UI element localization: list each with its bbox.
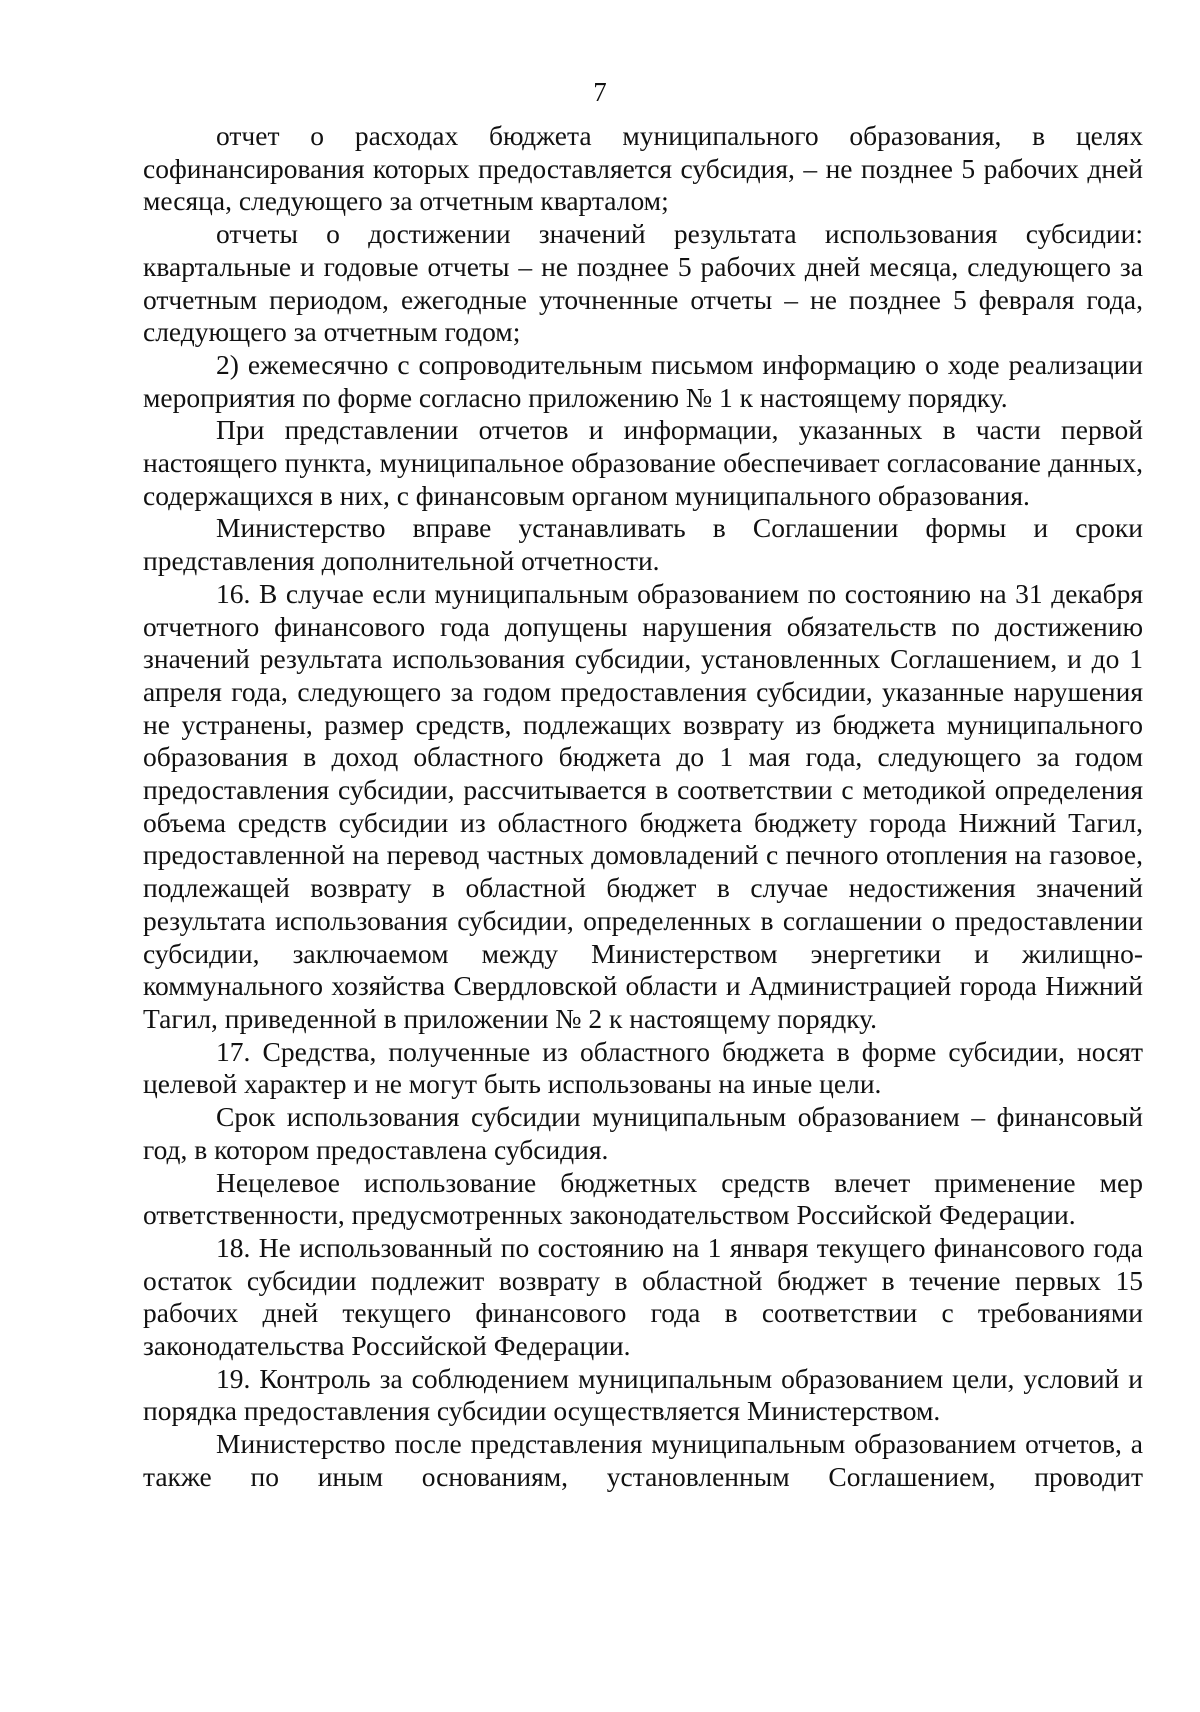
paragraph-data-agreement: При представлении отчетов и информации, указанных в части первой настоящего пункта, муниципальное образование обеспечивает согласование данных, содержащихся в них, с финансовым органом муниципального образования. [143,414,1143,511]
paragraph-monthly-information: 2) ежемесячно с сопроводительным письмом информацию о ходе реализации мероприятия по форме согласно приложению № 1 к настоящему порядку. [143,348,1143,413]
paragraph-expense-report: отчет о расходах бюджета муниципального образования, в целях софинансирования которых предоставляется субсидия, – не позднее 5 рабочих дней месяца, следующего за отчетным кварталом; [143,120,1143,217]
paragraph-ministry-inspection: Министерство после представления муниципальным образованием отчетов, а также по иным основаниям, установленным Соглашением, проводит [143,1428,1143,1492]
paragraph-item-17: 17. Средства, полученные из областного бюджета в форме субсидии, носят целевой характер и не могут быть использованы на иные цели. [143,1035,1143,1100]
page-number: 7 [593,77,607,107]
paragraph-item-18: 18. Не использованный по состоянию на 1 января текущего финансового года остаток субсидии подлежит возврату в областной бюджет в течение первых 15 рабочих дней текущего финансового года в соответствии с требованиями законодательства Российской Федерации. [143,1231,1143,1362]
document-body [143,120,1143,1494]
paragraph-result-reports: отчеты о достижении значений результата использования субсидии: квартальные и годовые отчеты – не позднее 5 рабочих дней месяца, следующего за отчетным периодом, ежегодные уточненные отчеты – не позднее 5 февраля года, следующего за отчетным годом; [143,218,1143,348]
paragraph-additional-reporting: Министерство вправе устанавливать в Соглашении формы и сроки представления дополнительной отчетности. [143,512,1143,577]
paragraph-usage-period: Срок использования субсидии муниципальным образованием – финансовый год, в котором предоставлена субсидия. [143,1101,1143,1165]
paragraph-item-19: 19. Контроль за соблюдением муниципальным образованием цели, условий и порядка предоставления субсидии осуществляется Министерством. [143,1362,1143,1427]
paragraph-misuse-responsibility: Нецелевое использование бюджетных средств влечет применение мер ответственности, предусмотренных законодательством Российской Федерации. [143,1166,1143,1231]
paragraph-item-16: 16. В случае если муниципальным образованием по состоянию на 31 декабря отчетного финансового года допущены нарушения обязательств по достижению значений результата использования субсидии, установленных Соглашением, и до 1 апреля года, следующего за годом предоставления субсидии, указанные нарушения не устранены, размер средств, подлежащих возврату из бюджета муниципального образования в доход областного бюджета до 1 мая года, следующего за годом предоставления субсидии, рассчитывается в соответствии с методикой определения объема средств субсидии из областного бюджета бюджету города Нижний Тагил, предоставленной на перевод частных домовладений с печного отопления на газовое, подлежащей возврату в областной бюджет в случае недостижения значений результата использования субсидии, определенных в соглашении о предоставлении субсидии, заключаемом между Министерством энергетики и жилищно-коммунального хозяйства Свердловской области и Администрацией города Нижний Тагил, приведенной в приложении № 2 к настоящему порядку. [143,577,1143,1034]
